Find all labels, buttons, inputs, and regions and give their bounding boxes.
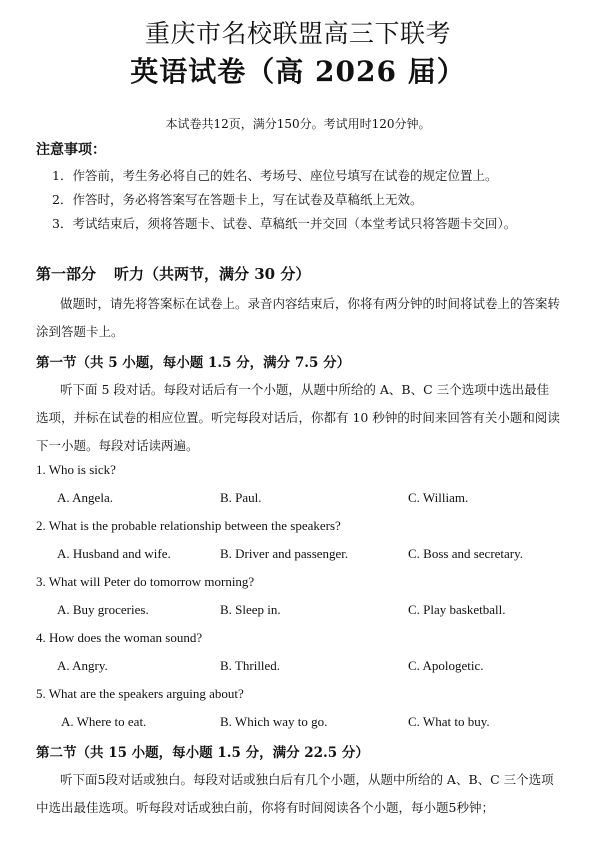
part1-intro: 做题时，请先将答案标在试卷上。录音内容结束后，你将有两分钟的时间将试卷上的答案转涂到答题卡上。: [36, 296, 561, 339]
attention-item-1: 1．作答前，考生务必将自己的姓名、考场号、座位号填写在试卷的规定位置上。: [52, 168, 498, 183]
part1-title: 听力（共两节，满分 30 分）: [114, 265, 311, 283]
question-1-stem: 1. Who is sick?: [36, 462, 116, 477]
question-5-option-a: A. Where to eat.: [61, 714, 147, 729]
question-4-stem: 4. How does the woman sound?: [36, 630, 203, 645]
question-2-option-c: C. Boss and secretary.: [408, 546, 524, 561]
question-3-option-a: A. Buy groceries.: [57, 602, 149, 617]
question-2-option-b: B. Driver and passenger.: [220, 546, 349, 561]
section2-heading: 第二节（共 15 小题，每小题 1.5 分，满分 22.5 分）: [36, 745, 369, 761]
question-3-option-c: C. Play basketball.: [408, 602, 506, 617]
question-1-option-a: A. Angela.: [57, 490, 113, 505]
exam-subject-title: 英语试卷（高 2026 届）: [130, 55, 466, 88]
question-1-option-b: B. Paul.: [220, 490, 262, 505]
attention-item-3: 3．考试结束后，须将答题卡、试卷、草稿纸一并交回（本堂考试只将答题卡交回）。: [52, 216, 517, 231]
question-5-option-b: B. Which way to go.: [220, 714, 328, 729]
question-4-option-c: C. Apologetic.: [408, 658, 484, 673]
question-4-option-a: A. Angry.: [57, 658, 108, 673]
attention-item-2: 2．作答时，务必将答案写在答题卡上，写在试卷及草稿纸上无效。: [52, 192, 423, 207]
attention-heading: 注意事项：: [36, 142, 106, 158]
question-5-stem: 5. What are the speakers arguing about?: [36, 686, 244, 701]
question-1-option-c: C. William.: [408, 490, 469, 505]
question-2-stem: 2. What is the probable relationship between the speakers?: [36, 518, 341, 533]
section2-instructions: 听下面5段对话或独白。每段对话或独白后有几个小题，从题中所给的 A、B、C 三个选项中选出最佳选项。听每段对话或独白前，你将有时间阅读各个小题，每小题5秒钟；: [36, 772, 554, 815]
exam-note: 本试卷共12页，满分150分。考试用时120分钟。: [165, 117, 431, 131]
question-5-option-c: C. What to buy.: [408, 714, 490, 729]
question-3-option-b: B. Sleep in.: [220, 602, 281, 617]
part1-heading: [36, 263, 310, 284]
exam-school-title: 重庆市名校联盟高三下联考: [144, 19, 451, 48]
question-4-option-b: B. Thrilled.: [220, 658, 281, 673]
part1-label: 第一部分: [36, 265, 97, 283]
question-2-option-a: A. Husband and wife.: [57, 546, 171, 561]
question-3-stem: 3. What will Peter do tomorrow morning?: [36, 574, 255, 589]
section1-heading: 第一节（共 5 小题，每小题 1.5 分，满分 7.5 分）: [36, 355, 351, 371]
section1-instructions: 听下面 5 段对话。每段对话后有一个小题，从题中所给的 A、B、C 三个选项中选出最佳选项，并标在试卷的相应位置。听完每段对话后，你都有 10 秒钟的时间来回答有关小题和阅读下一小题。每段对话读两遍。: [36, 382, 560, 453]
